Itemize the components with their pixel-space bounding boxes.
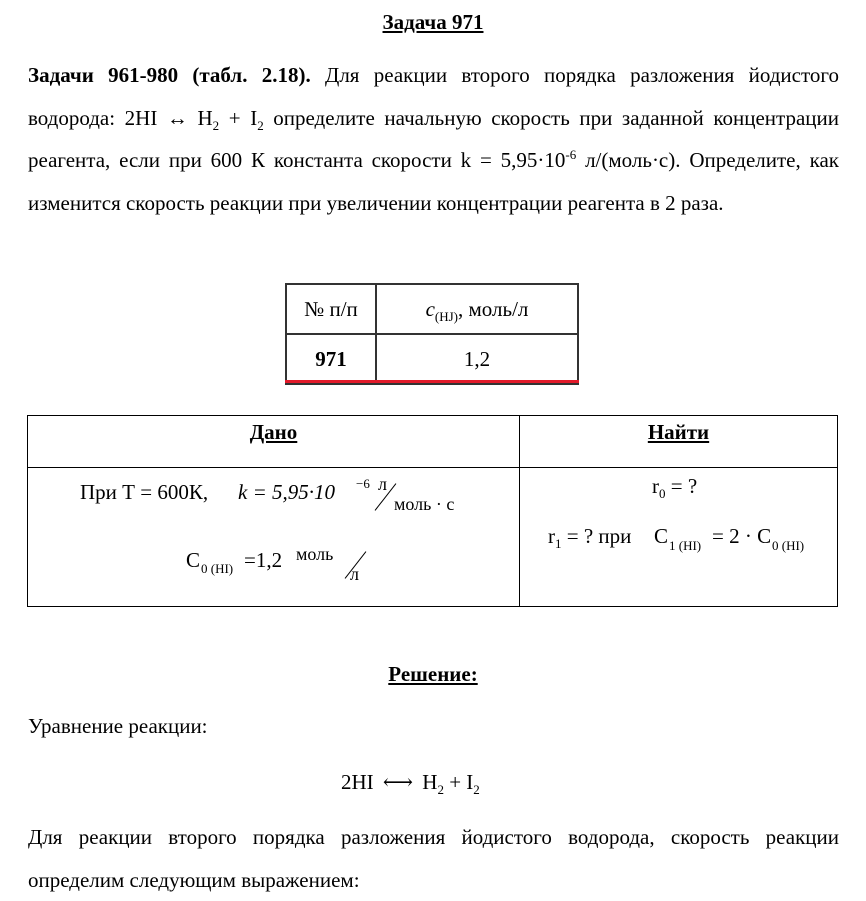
find-r0-sub: 0 bbox=[659, 486, 666, 502]
given-header: Дано bbox=[28, 416, 520, 468]
eq-i: I bbox=[466, 770, 474, 794]
find-r0-symbol: r bbox=[652, 474, 659, 498]
problem-text-a: Для реакции второго порядка разложения йодистого водорода: 2HI ↔ H bbox=[28, 63, 839, 130]
given-temp: При Т = 600К, bbox=[80, 480, 209, 504]
eq-i-sub: 2 bbox=[473, 782, 480, 798]
find-c1-sub: 1 (HI) bbox=[669, 538, 702, 553]
problem-sub-h2: 2 bbox=[212, 117, 220, 133]
variant-row-value: 1,2 bbox=[376, 334, 578, 384]
find-body bbox=[520, 468, 838, 607]
variant-header-number: № п/п bbox=[286, 284, 376, 334]
eq-left: 2HI bbox=[341, 770, 374, 794]
problem-sub-i2: 2 bbox=[257, 117, 264, 133]
given-unit-den: моль · с bbox=[394, 494, 455, 514]
conc-subscript: (HJ) bbox=[434, 308, 459, 324]
eq-plus: + bbox=[449, 770, 462, 794]
find-r1-symbol: r bbox=[548, 524, 555, 548]
eq-h-sub: 2 bbox=[437, 782, 444, 798]
problem-exponent: -6 bbox=[565, 147, 577, 162]
variant-header-concentration bbox=[376, 284, 578, 334]
find-eq: = 2 · C bbox=[712, 524, 772, 548]
solution-paragraph: Для реакции второго порядка разложения йодистого водорода, скорость реакции определим следующим выражением: bbox=[28, 825, 839, 892]
variant-table bbox=[285, 283, 579, 385]
find-header: Найти bbox=[520, 416, 838, 468]
problem-text-d: л/(моль·с). Определите, как изменится скорость реакции при увеличении концентрации реагента в 2 раза. bbox=[28, 148, 839, 215]
given-unit-num: л bbox=[378, 474, 387, 494]
find-r1 bbox=[548, 524, 632, 552]
find-r0 bbox=[652, 474, 698, 502]
solution-heading: Решение: bbox=[388, 662, 478, 686]
problem-text-c: определите начальную скорость при заданной концентрации реагента, если при 600 К константа скорости k = 5,95·10 bbox=[28, 105, 839, 172]
conc-unit: , моль/л bbox=[458, 296, 529, 321]
given-c0-unit-num: моль bbox=[296, 544, 334, 564]
red-underline bbox=[285, 380, 579, 383]
eq-arrow: ⟷ bbox=[382, 770, 414, 794]
reaction-label: Уравнение реакции: bbox=[28, 714, 208, 738]
find-c1: C bbox=[654, 524, 669, 548]
given-find-table bbox=[27, 415, 838, 607]
find-c0-sub: 0 (HI) bbox=[772, 538, 805, 553]
problem-text-b: + I bbox=[219, 105, 258, 130]
conc-symbol: c bbox=[425, 296, 435, 321]
problem-statement bbox=[28, 54, 839, 224]
variant-row-number: 971 bbox=[286, 334, 376, 384]
find-r0-rest: = ? bbox=[665, 474, 698, 498]
find-r1-sub: 1 bbox=[555, 536, 562, 552]
given-c0-sub: 0 (HI) bbox=[201, 561, 234, 576]
given-body bbox=[28, 468, 520, 607]
page-title: Задача 971 bbox=[382, 10, 484, 34]
problem-lead: Задачи 961-980 (табл. 2.18). bbox=[28, 63, 311, 87]
given-k-exp: −6 bbox=[356, 476, 370, 491]
eq-h: H bbox=[422, 770, 438, 794]
given-c0-value: =1,2 bbox=[244, 548, 283, 572]
given-c0-unit-den: л bbox=[350, 564, 359, 584]
find-r1-rest: = ? при bbox=[561, 524, 632, 548]
given-k: k = 5,95·10 bbox=[238, 480, 335, 504]
reaction-equation bbox=[341, 770, 480, 798]
given-c0: C bbox=[186, 548, 201, 572]
